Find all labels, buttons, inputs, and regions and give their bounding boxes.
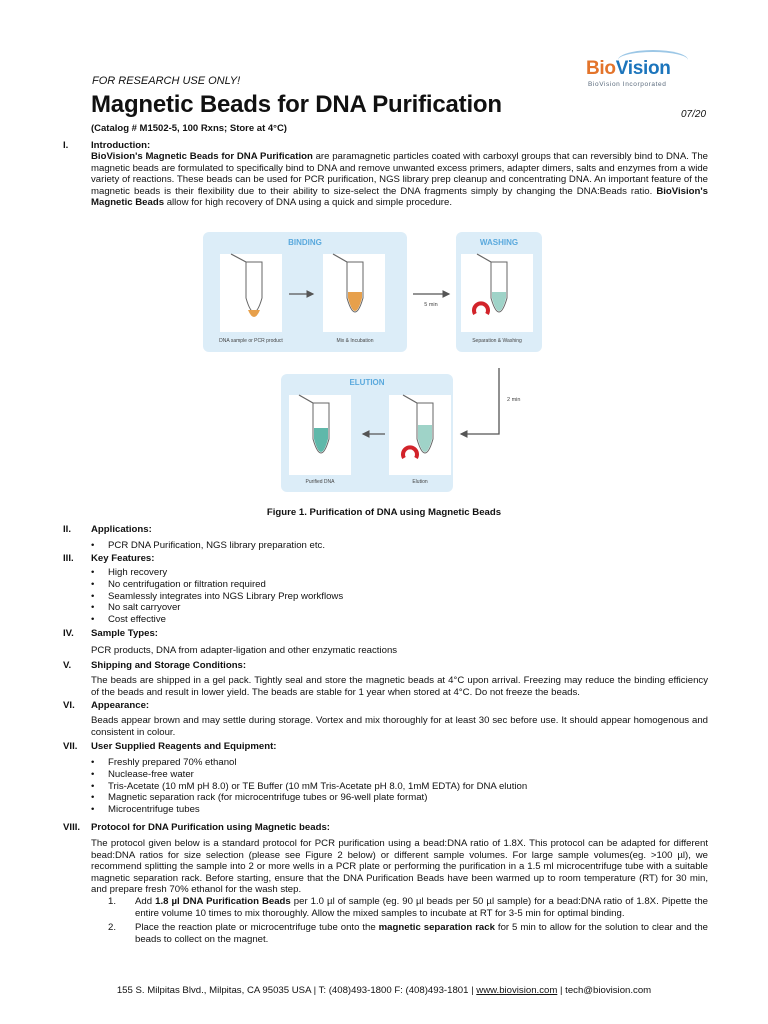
- elution-title: ELUTION: [349, 378, 385, 387]
- section-heading: Protocol for DNA Purification using Magnetic beads:: [91, 822, 330, 833]
- appearance-text: Beads appear brown and may settle during storage. Vortex and mix thoroughly for at least 30 sec before use. It should appear homogenous and consistent in colour.: [91, 715, 708, 738]
- list-item: • High recovery: [91, 567, 343, 579]
- section-number: VII.: [63, 741, 78, 752]
- section-number: III.: [63, 553, 74, 564]
- section-heading: Shipping and Storage Conditions:: [91, 660, 247, 671]
- section-heading: User Supplied Reagents and Equipment:: [91, 741, 277, 752]
- arrow-down-left-icon: [461, 368, 499, 434]
- mix-label: Mix & Incubation: [336, 338, 374, 344]
- step-number: 2.: [108, 922, 117, 933]
- elution-label: Elution: [412, 479, 428, 485]
- section-number: II.: [63, 524, 71, 535]
- research-use-notice: FOR RESEARCH USE ONLY!: [92, 75, 241, 87]
- list-item: • PCR DNA Purification, NGS library preparation etc.: [91, 540, 325, 552]
- two-min-label: 2 min: [507, 397, 521, 403]
- step-text: Place the reaction plate or microcentrifuge tube onto the magnetic separation rack for 5 min to allow for the solution to clear and the beads to collect on the magnet.: [135, 922, 708, 945]
- figure-caption: Figure 1. Purification of DNA using Magnetic Beads: [266, 507, 502, 518]
- five-min-label: 5 min: [424, 302, 438, 308]
- list-item: • Cost effective: [91, 614, 343, 626]
- document-title: Magnetic Beads for DNA Purification: [91, 91, 502, 118]
- section-heading: Sample Types:: [91, 628, 159, 639]
- shipping-text: The beads are shipped in a gel pack. Tightly seal and store the magnetic beads at 4°C upon arrival. Freezing may reduce the binding efficiency of the beads and result in lower yield. The beads are stable for 1 year when stored at 4°C. Do not freeze the beads.: [91, 675, 708, 698]
- applications-list: [91, 540, 325, 552]
- section-number: V.: [63, 660, 72, 671]
- protocol-step-1: [108, 896, 708, 919]
- section-number: IV.: [63, 628, 74, 639]
- introduction-text: BioVision's Magnetic Beads for DNA Purification are paramagnetic particles coated with carboxyl groups that can reversibly bind to DNA. The magnetic beads are formulated to specifically bind to DNA and remove unwanted excess primers, adapter dimers, salts and enzymes from a wide variety of reactions. These beads can be used for PCR purification, NGS library prep cleanup and concentrating DNA. An important feature of the magnetic beads is their flexibility due to their ability to size-select the DNA fragments simply by changing the DNA:Beads ratio. BioVision's Magnetic Beads allow for high recovery of DNA using a quick and simple procedure.: [91, 151, 708, 209]
- purified-label: Purified DNA: [305, 479, 335, 485]
- list-item: • Magnetic separation rack (for microcentrifuge tubes or 96-well plate format): [91, 792, 527, 804]
- logo-tagline: BioVision Incorporated: [588, 81, 667, 88]
- section-heading: Applications:: [91, 524, 152, 535]
- protocol-step-2: [108, 922, 708, 945]
- list-item: • Tris-Acetate (10 mM pH 8.0) or TE Buffer (10 mM Tris-Acetate pH 8.0, 1mM EDTA) for DNA elution: [91, 781, 527, 793]
- footer-address: 155 S. Milpitas Blvd., Milpitas, CA 95035 USA | T: (408)493-1800 F: (408)493-1801 |: [116, 985, 477, 996]
- catalog-info: (Catalog # M1502-5, 100 Rxns; Store at 4°C): [91, 123, 287, 134]
- section-heading: Introduction:: [91, 140, 151, 151]
- protocol-intro: The protocol given below is a standard protocol for PCR purification using a bead:DNA ratio of 1.8X. This protocol can be adapted for different bead:DNA ratios for size selection (please see Figure 2 below) or different sample volumes. For large sample volumes(eg. >100 µl), we recommend splitting the sample into 2 or more wells in a PCR plate or performing the purification in a 1.5 ml microcentrifuge tube with a suitable magnetic separation rack. Before starting, ensure that the DNA Purification Beads have been warmed up to room temperature (RT) for 30 min, and prepare fresh 70% ethanol for the wash step.: [91, 838, 708, 896]
- footer-contact: [0, 985, 768, 996]
- sample-label: DNA sample or PCR product: [219, 338, 283, 344]
- washing-title: WASHING: [479, 238, 519, 247]
- section-heading: Appearance:: [91, 700, 150, 711]
- section-number: I.: [63, 140, 69, 151]
- reagents-list: [91, 757, 527, 816]
- list-item: • Nuclease-free water: [91, 769, 527, 781]
- list-item: • No salt carryover: [91, 602, 343, 614]
- list-item: • Seamlessly integrates into NGS Library Prep workflows: [91, 591, 343, 603]
- section-heading: Key Features:: [91, 553, 155, 564]
- step-text: Add 1.8 µl DNA Purification Beads per 1.0 µl of sample (eg. 90 µl beads per 50 µl sample) for a bead:DNA ratio of 1.8X. Pipette the entire volume 10 times to mix thoroughly. Allow the mixed samples to incubate at RT for 3-5 min for optimal binding.: [135, 896, 708, 919]
- purification-workflow-figure: [203, 230, 543, 492]
- list-item: • Freshly prepared 70% ethanol: [91, 757, 527, 769]
- section-number: VI.: [63, 700, 75, 711]
- binding-title: BINDING: [288, 238, 322, 247]
- features-list: [91, 567, 343, 626]
- email-link[interactable]: tech@biovision.com: [565, 985, 652, 996]
- separation-label: Separation & Washing: [472, 338, 522, 344]
- footer-separator: |: [557, 985, 566, 996]
- sample-types-text: PCR products, DNA from adapter-ligation and other enzymatic reactions: [91, 645, 398, 656]
- revision-date: 07/20: [681, 109, 707, 120]
- logo-wordmark: BioVision: [586, 58, 671, 79]
- biovision-logo: [582, 50, 692, 88]
- section-number: VIII.: [63, 822, 81, 833]
- step-number: 1.: [108, 896, 117, 907]
- list-item: • No centrifugation or filtration required: [91, 579, 343, 591]
- list-item: • Microcentrifuge tubes: [91, 804, 527, 816]
- website-link[interactable]: www.biovision.com: [476, 985, 558, 996]
